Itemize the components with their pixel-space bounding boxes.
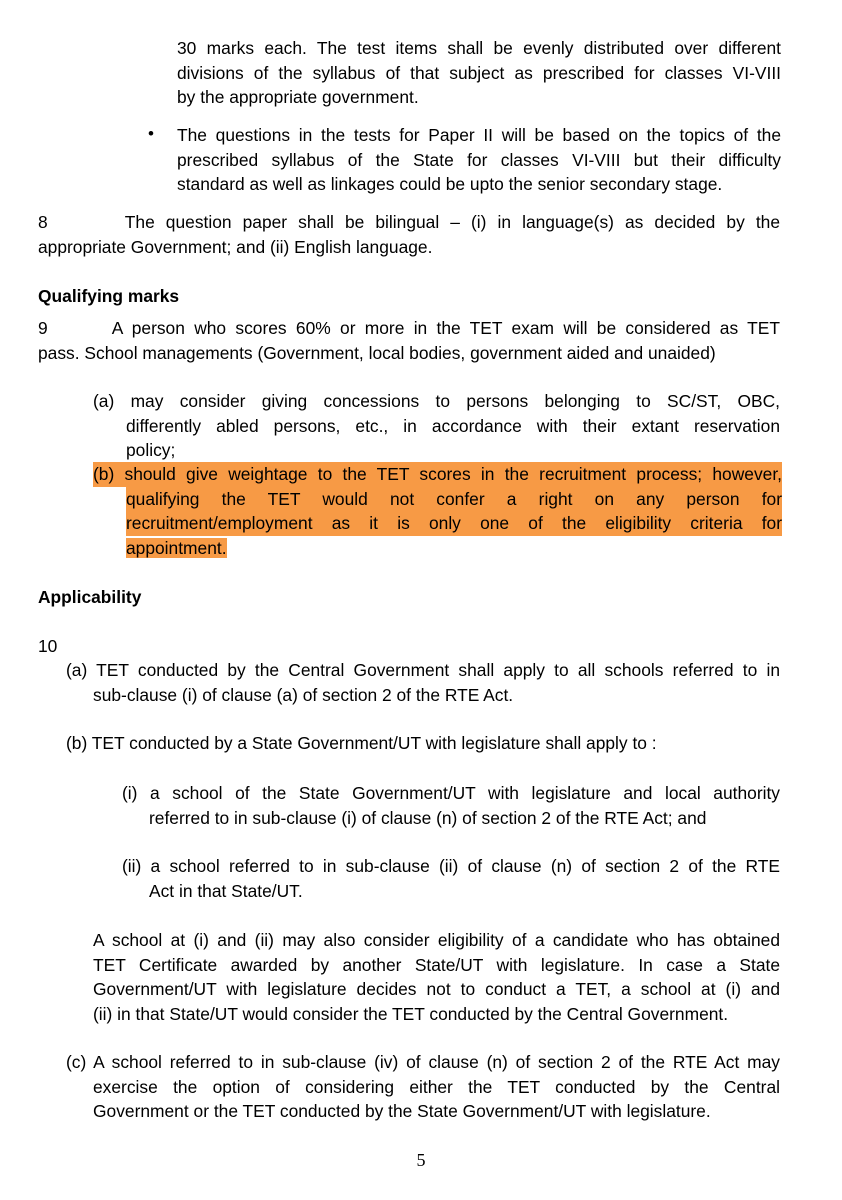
page-number: 5 [416, 1150, 426, 1170]
paragraph-10-number: 10 [38, 636, 58, 656]
text-line: appropriate Government; and (ii) English language. [38, 236, 433, 257]
subclause-10b-i [122, 781, 780, 830]
highlighted-line: recruitment/employment as it is only one of the eligibility criteria for [126, 511, 782, 536]
text-line: referred to in sub-clause (i) of clause (n) of section 2 of the RTE Act; and [149, 807, 707, 828]
text-line: Act in that State/UT. [149, 880, 303, 901]
paragraph-8 [38, 210, 780, 259]
text-line: policy; [126, 440, 176, 460]
text-line: A school at (i) and (ii) may also consider eligibility of a candidate who has obtained [93, 930, 780, 950]
clause-10a [66, 658, 780, 707]
text-line: The questions in the tests for Paper II will be based on the topics of the [177, 125, 781, 145]
highlighted-fragment: appointment. [126, 537, 227, 558]
text-line: Government or the TET conducted by the State Government/UT with legislature. [93, 1101, 711, 1121]
text-line: (c) A school referred to in sub-clause (iv) of clause (n) of section 2 of the RTE Act may [66, 1052, 780, 1072]
text-line: prescribed syllabus of the State for classes VI-VIII but their difficulty [177, 149, 781, 170]
clause-9b-highlighted [93, 462, 782, 560]
bullet-paragraph [177, 123, 781, 197]
highlighted-line: qualifying the TET would not confer a right on any person for [126, 487, 782, 512]
text-line: sub-clause (i) of clause (a) of section 2 of the RTE Act. [93, 684, 514, 705]
section-heading-applicability: Applicability [38, 587, 142, 607]
text-line: by the appropriate government. [177, 87, 419, 107]
text-line: 9 A person who scores 60% or more in the TET exam will be considered as TET [38, 318, 780, 338]
text-line [126, 536, 782, 561]
text-line: exercise the option of considering either the TET conducted by the Central [93, 1076, 780, 1097]
text-line: (i) a school of the State Government/UT with legislature and local authority [122, 783, 780, 803]
text-line: Government/UT with legislature decides not to conduct a TET, a school at (i) and [93, 979, 780, 999]
clause-10c [66, 1050, 780, 1124]
text-line: (a) TET conducted by the Central Government shall apply to all schools referred to in [66, 660, 780, 680]
text-line: (ii) a school referred to in sub-clause (ii) of clause (n) of section 2 of the RTE [122, 856, 780, 876]
clause-10b [66, 731, 780, 756]
section-heading-qualifying-marks: Qualifying marks [38, 286, 180, 306]
text-line: differently abled persons, etc., in accordance with their extant reservation [126, 415, 780, 436]
text-line: 30 marks each. The test items shall be evenly distributed over different [177, 38, 781, 58]
paragraph-9 [38, 316, 780, 365]
text-line: pass. School managements (Government, local bodies, government aided and unaided) [38, 342, 716, 363]
text-line: (b) TET conducted by a State Government/UT with legislature shall apply to : [66, 733, 657, 753]
clause-10b-note [93, 928, 780, 1026]
subclause-10b-ii [122, 854, 780, 903]
bullet-icon: • [148, 124, 154, 143]
highlighted-line: (b) should give weightage to the TET scores in the recruitment process; however, [93, 462, 782, 487]
text-line: (a) may consider giving concessions to persons belonging to SC/ST, OBC, [93, 391, 780, 411]
text-line: divisions of the syllabus of that subject as prescribed for classes VI-VIII [177, 62, 781, 83]
text-line: 8 The question paper shall be bilingual – (i) in language(s) as decided by the [38, 212, 780, 232]
text-line: standard as well as linkages could be upto the senior secondary stage. [177, 174, 723, 194]
text-line: (ii) in that State/UT would consider the TET conducted by the Central Government. [93, 1003, 729, 1024]
text-line: TET Certificate awarded by another State/UT with legislature. In case a State [93, 954, 780, 975]
clause-9a [93, 389, 780, 463]
continuation-paragraph [177, 36, 781, 110]
